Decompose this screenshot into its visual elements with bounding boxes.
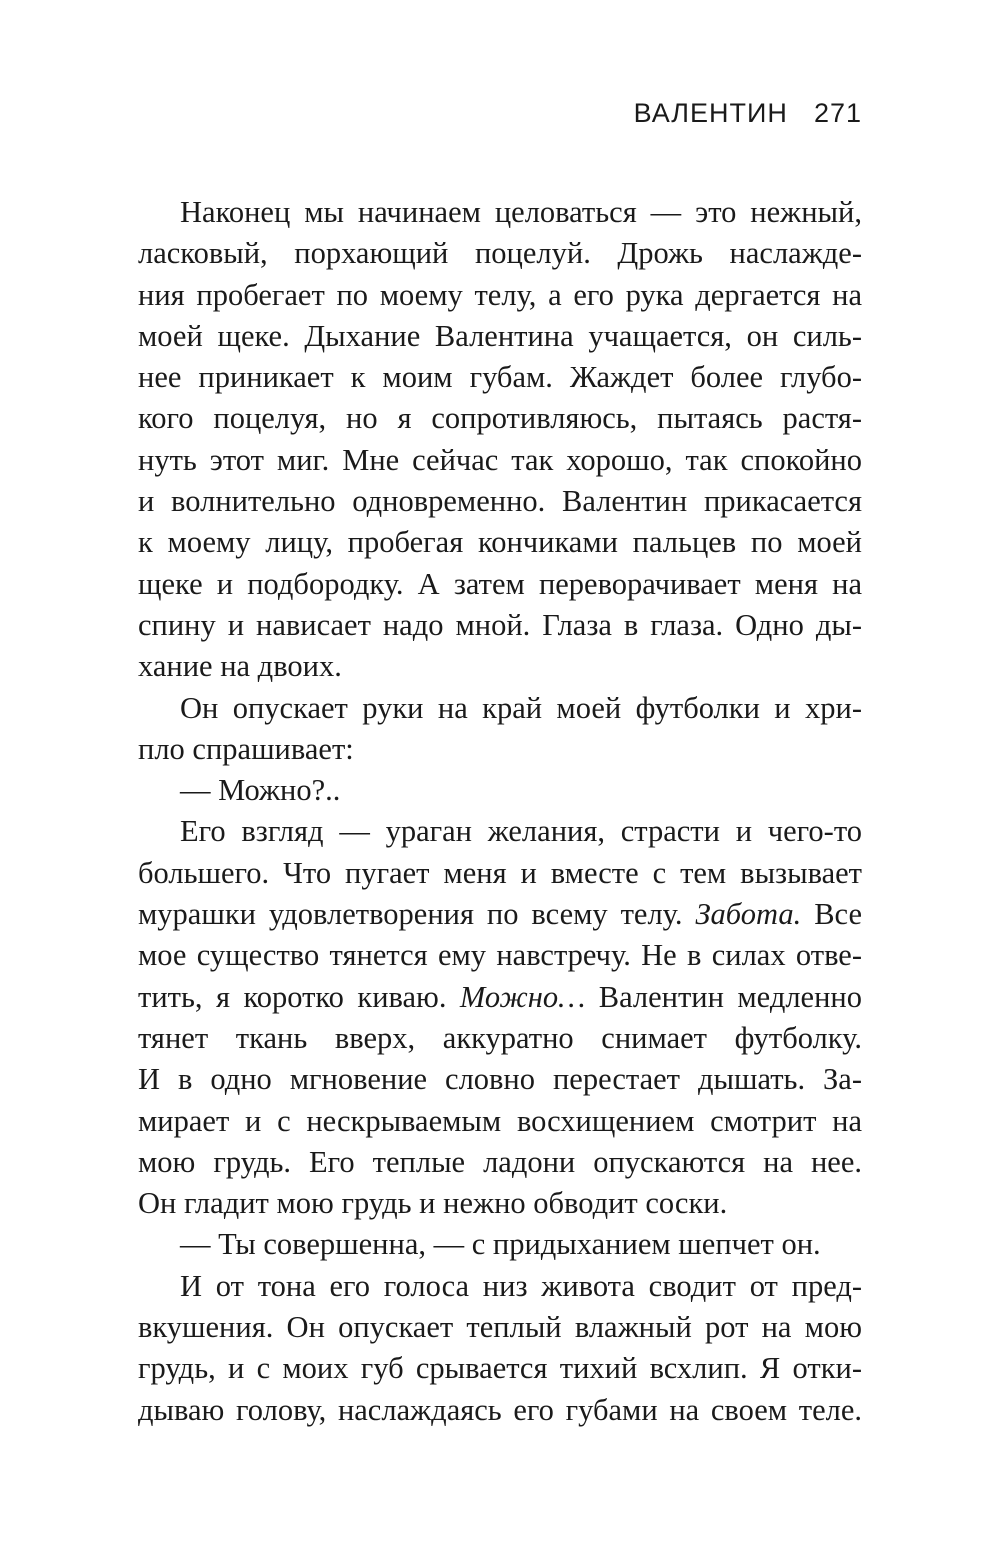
text-line: Он гладит мою грудь и нежно обводит соски. <box>138 1186 728 1221</box>
text-line: нее приникает к моим губам. Жаждет более глубо- <box>138 360 862 395</box>
text-line <box>138 977 862 1018</box>
text-line: тянет ткань вверх, аккуратно снимает футболку. <box>138 1020 862 1055</box>
text-line: ния пробегает по моему телу, а его рука дергается на <box>138 277 862 312</box>
text-line: мою грудь. Его теплые ладони опускаются на нее. <box>138 1144 862 1179</box>
text-line: мое существо тянется ему навстречу. Не в силах отве- <box>138 938 862 973</box>
text-line: и волнительно одновременно. Валентин прикасается <box>138 484 862 519</box>
text-line <box>138 894 862 935</box>
text-line: Его взгляд — ураган желания, страсти и чего-то <box>180 814 862 849</box>
running-head <box>634 93 862 133</box>
chapter-title: ВАЛЕНТИН <box>633 97 788 128</box>
text-line: — Можно?.. <box>180 773 341 808</box>
text-line: нуть этот миг. Мне сейчас так хорошо, так спокойно <box>138 442 862 477</box>
text-line: Он опускает руки на край моей футболки и хри- <box>180 690 862 725</box>
text-line: Наконец мы начинаем целоваться — это нежный, <box>180 195 862 229</box>
text-run: тить, я коротко киваю. <box>138 979 460 1014</box>
text-line: моей щеке. Дыхание Валентина учащается, он силь- <box>138 318 862 353</box>
text-run: мурашки удовлетворения по всему телу. <box>138 897 696 932</box>
text-line: большего. Что пугает меня и вместе с тем вызывает <box>138 855 862 890</box>
page-number: 271 <box>813 97 862 128</box>
text-line: пло спрашивает: <box>138 731 354 766</box>
text-line: — Ты совершенна, — с придыханием шепчет он. <box>180 1227 821 1262</box>
text-run: Валентин медленно <box>585 979 862 1014</box>
italic-emphasis: Забота. <box>695 897 802 932</box>
text-line: щеке и подбородку. А затем переворачивает меня на <box>138 566 862 601</box>
text-line: хание на двоих. <box>138 649 342 684</box>
text-line: ласковый, порхающий поцелуй. Дрожь наслажде- <box>138 236 862 271</box>
text-run: Все <box>801 897 862 932</box>
text-line: вкушения. Он опускает теплый влажный рот на мою <box>138 1310 862 1345</box>
text-line: мирает и с нескрываемым восхищением смотрит на <box>138 1103 862 1138</box>
text-line: спину и нависает надо мной. Глаза в глаза. Одно ды- <box>138 607 862 642</box>
text-line: дываю голову, наслаждаясь его губами на своем теле. <box>138 1392 862 1427</box>
text-line: грудь, и с моих губ срывается тихий всхлип. Я отки- <box>138 1351 862 1386</box>
text-line: И в одно мгновение словно перестает дышать. За- <box>138 1062 862 1097</box>
italic-emphasis: Можно… <box>459 979 586 1014</box>
text-line: кого поцелуя, но я сопротивляюсь, пытаясь растя- <box>138 401 862 436</box>
text-line: И от тона его голоса низ живота сводит от пред- <box>180 1268 862 1303</box>
body-text <box>138 192 862 1431</box>
text-line: к моему лицу, пробегая кончиками пальцев по моей <box>138 525 862 560</box>
